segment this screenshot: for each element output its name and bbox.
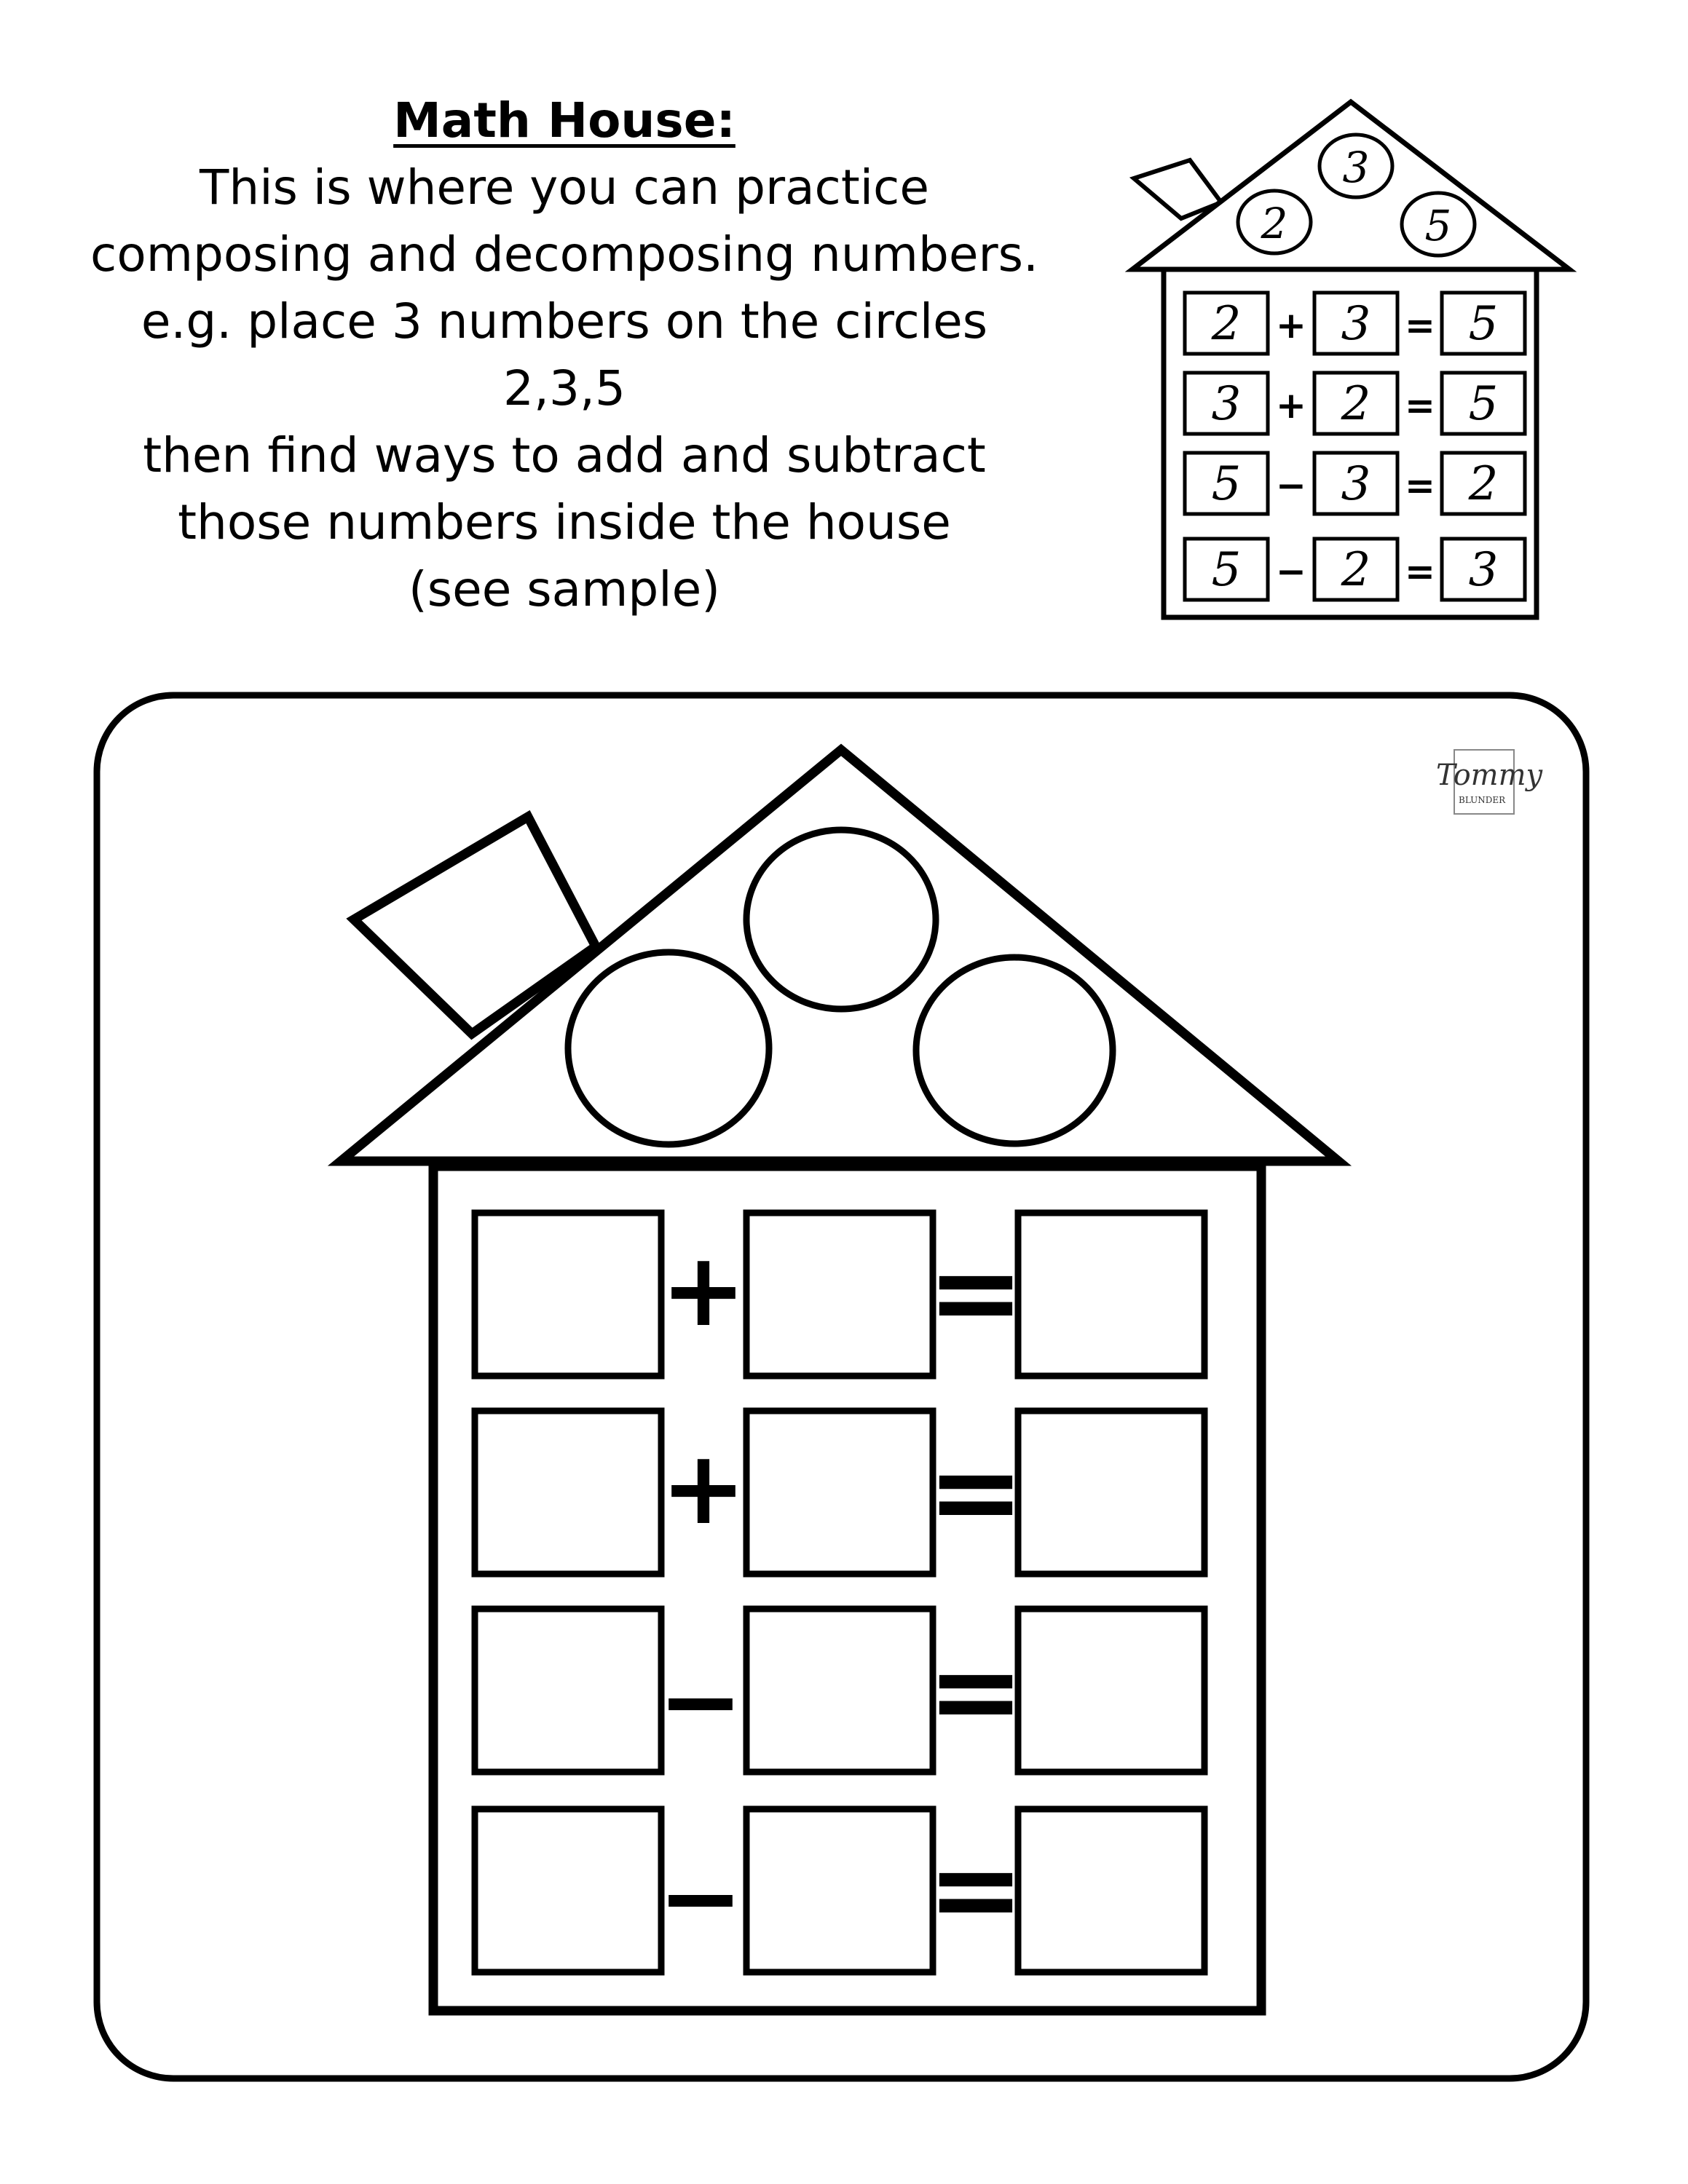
instruction-line: composing and decomposing numbers.: [90, 226, 1038, 282]
equals-sign: =: [926, 1224, 1025, 1360]
sample-number: 2: [1341, 377, 1371, 431]
sample-number: 3: [1341, 297, 1371, 351]
sample-house: [1132, 102, 1569, 617]
house-roof: [341, 750, 1338, 1161]
worksheet-house: [341, 750, 1338, 2011]
sample-number: 3: [1211, 377, 1242, 431]
answer-box[interactable]: [1018, 1809, 1204, 1972]
answer-box[interactable]: [746, 1609, 933, 1772]
answer-box[interactable]: [475, 1213, 661, 1376]
operator-sign: −: [658, 1839, 744, 1958]
sample-number: 3: [1468, 543, 1499, 597]
equals-sign: =: [926, 1623, 1025, 1759]
house-body: [433, 1166, 1261, 2011]
sample-number: 5: [1468, 377, 1499, 431]
sample-number: 2: [1341, 543, 1371, 597]
answer-box[interactable]: [1018, 1213, 1204, 1376]
brand-logo: [1436, 750, 1544, 814]
answer-box[interactable]: [746, 1411, 933, 1574]
sample-number: 3: [1341, 457, 1371, 511]
answer-box[interactable]: [475, 1609, 661, 1772]
operator-sign: −: [658, 1642, 744, 1761]
sample-number: 2: [1468, 457, 1499, 511]
sample-equals: =: [1405, 464, 1435, 507]
sample-number: 5: [1211, 543, 1242, 597]
sample-operator: −: [1276, 464, 1306, 507]
equals-sign: =: [926, 1821, 1025, 1957]
sample-operator: −: [1276, 550, 1306, 593]
sample-roof-number: 2: [1261, 199, 1288, 248]
sample-equals: =: [1405, 304, 1435, 347]
sample-equals: =: [1405, 550, 1435, 593]
instruction-line: those numbers inside the house: [178, 494, 951, 550]
sample-roof-number: 5: [1424, 201, 1452, 250]
answer-box[interactable]: [475, 1809, 661, 1972]
answer-box[interactable]: [746, 1213, 933, 1376]
operator-sign: +: [660, 1429, 746, 1548]
answer-box[interactable]: [1018, 1609, 1204, 1772]
instruction-line: (see sample): [408, 561, 721, 617]
sample-number: 5: [1468, 297, 1499, 351]
sample-operator: +: [1276, 384, 1306, 427]
answer-box[interactable]: [1018, 1411, 1204, 1574]
sample-operator: +: [1276, 304, 1306, 347]
sample-number: 2: [1211, 297, 1242, 351]
answer-box[interactable]: [746, 1809, 933, 1972]
logo-signature: Tommy: [1436, 759, 1543, 792]
sample-equals: =: [1405, 384, 1435, 427]
instruction-line: e.g. place 3 numbers on the circles: [141, 293, 988, 349]
worksheet-title: Math House:: [393, 92, 735, 149]
answer-box[interactable]: [475, 1411, 661, 1574]
operator-sign: +: [660, 1231, 746, 1350]
sample-roof-number: 3: [1342, 143, 1370, 192]
sample-number: 5: [1211, 457, 1242, 511]
equals-sign: =: [926, 1423, 1025, 1559]
instruction-line: then find ways to add and subtract: [143, 427, 986, 483]
instruction-line: 2,3,5: [503, 360, 626, 416]
logo-name: BLUNDER: [1459, 795, 1506, 805]
instruction-line: This is where you can practice: [200, 159, 929, 215]
